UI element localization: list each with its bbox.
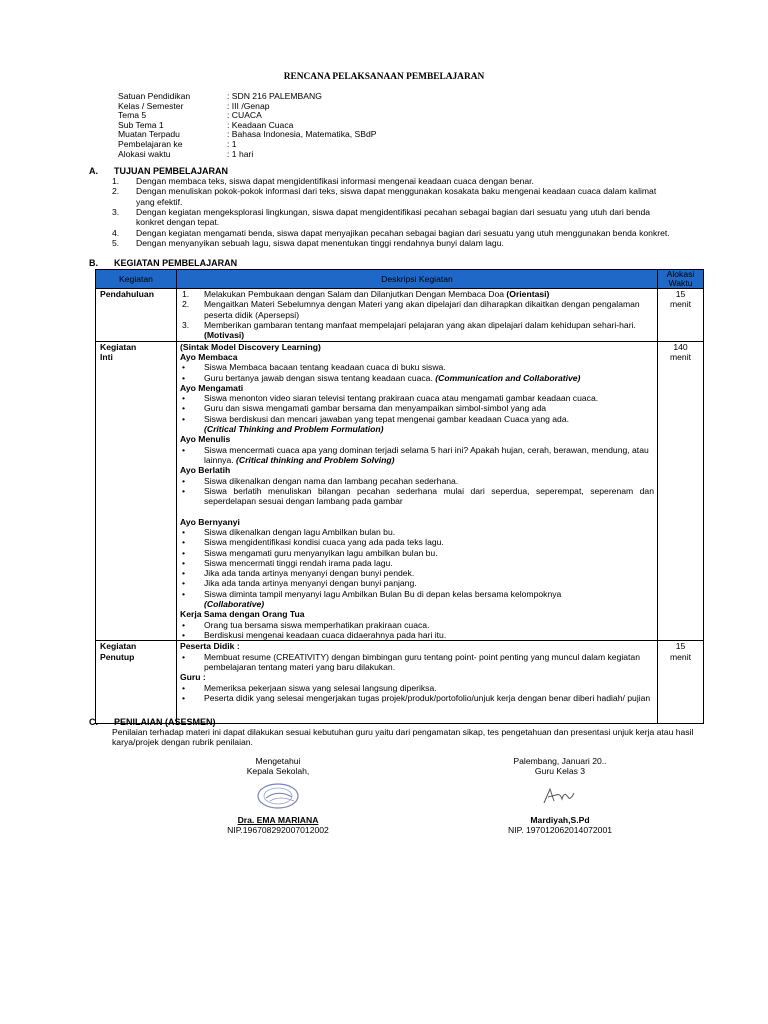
meta-key: Sub Tema 1 <box>118 119 164 130</box>
item-text: Siswa mengidentifikasi kondisi cuaca yang ada pada teks lagu. <box>204 537 444 548</box>
meta-key: Tema 5 <box>118 110 147 121</box>
subsection-heading: Ayo Bernyanyi <box>180 516 240 527</box>
section-number: B. <box>89 258 98 268</box>
item-text: Dengan kegiatan mengeksplorasi lingkungan, siswa dapat mengidentifikasi pecahan sebagai bagian dari sesuatu yang utuh dari benda konkret dengan tepat. <box>136 206 651 228</box>
meta-row <box>118 101 377 111</box>
meta-value: : Bahasa Indonesia, Matematika, SBdP <box>227 129 377 140</box>
list-item <box>112 207 672 228</box>
section-label: PENILAIAN (ASESMEN) <box>114 717 216 727</box>
meta-row <box>118 91 377 101</box>
item-number: 1. <box>112 176 120 186</box>
list-item <box>112 186 672 207</box>
meta-key: Muatan Terpadu <box>118 129 180 140</box>
activity-label-text: Inti <box>100 351 113 362</box>
meta-key: Pembelajaran ke <box>118 138 183 149</box>
meta-row <box>118 120 377 130</box>
sign-line: Mengetahui <box>255 756 301 766</box>
bullet-icon: • <box>182 413 186 424</box>
activity-description <box>177 641 658 724</box>
bullet-icon: • <box>182 485 186 496</box>
item-tag: (Motivasi) <box>204 330 245 341</box>
time-unit: menit <box>669 299 691 310</box>
section-number: C. <box>89 717 98 727</box>
bullet-icon: • <box>182 630 186 641</box>
meta-key: Satuan Pendidikan <box>118 91 191 101</box>
item-text: Siswa mengamati guru menyanyikan lagu ambilkan bulan bu. <box>204 547 438 558</box>
item-text: Berdiskusi mengenai keadaan cuaca didaerahnya pada hari itu. <box>204 630 447 641</box>
identity-block <box>118 91 377 158</box>
list-item <box>180 299 654 320</box>
list-item <box>180 620 654 630</box>
item-number: 1. <box>182 289 190 300</box>
activity-time <box>658 641 704 724</box>
item-text: Siswa berlatih menuliskan bilangan pecahan sederhana mulai dari seperdua, seperempat, seperenam dan seperdelapan sesuai dengan lambang pada gambar <box>204 485 654 507</box>
meta-row <box>118 129 377 139</box>
section-b-heading <box>89 258 237 269</box>
list-item <box>180 362 654 372</box>
header-deskripsi: Deskripsi Kegiatan <box>177 270 658 289</box>
item-text: Guru bertanya jawab dengan siswa tentang keadaan cuaca. <box>204 372 433 383</box>
table-row-pendahuluan <box>96 289 704 342</box>
activity-label <box>96 341 177 641</box>
header-alokasi: Alokasi Waktu <box>658 270 704 289</box>
item-text: Jika ada tanda artinya menyanyi dengan bunyi pendek. <box>204 568 415 579</box>
bullet-icon: • <box>182 475 186 486</box>
activity-label-text: Kegiatan <box>100 341 137 352</box>
bullet-icon: • <box>182 557 186 568</box>
list-item <box>112 238 672 248</box>
sign-role: Guru Kelas 3 <box>534 766 586 777</box>
item-text: Siswa berdiskusi dan mencari jawaban yang tepat mengenai gambar keadaan Cuaca yang ada. <box>204 413 569 424</box>
item-text: Siswa diminta tampil menyanyi lagu Ambilkan Bulan Bu di depan kelas bersama kelompoknya <box>204 588 562 599</box>
spacer <box>180 507 654 517</box>
school-seal-icon <box>248 781 308 811</box>
header-kegiatan: Kegiatan <box>96 270 177 289</box>
bullet-icon: • <box>182 403 186 414</box>
item-text: Dengan menyanyikan sebuah lagu, siswa dapat menentukan tinggi rendahnya bunyi dalam lagu. <box>136 237 504 248</box>
time-unit: menit <box>669 351 691 362</box>
section-label: KEGIATAN PEMBELAJARAN <box>114 258 238 268</box>
signatory-nip: NIP. 197012062014072001 <box>507 825 613 836</box>
signatory-nip: NIP.196708292007012002 <box>227 825 329 836</box>
list-item <box>180 548 654 558</box>
objectives-list <box>112 176 672 248</box>
bullet-icon: • <box>182 578 186 589</box>
list-item <box>180 537 654 547</box>
activity-label-text: Kegiatan <box>100 641 137 652</box>
bullet-icon: • <box>182 537 186 548</box>
item-text: Mengaitkan Materi Sebelumnya dengan Materi yang akan dipelajari dan diharapkan dikaitkan dengan pengalaman peserta didik (Apersepsi) <box>204 299 640 320</box>
activity-label-text: Pendahuluan <box>100 289 154 300</box>
bullet-icon: • <box>182 393 186 404</box>
item-number: 5. <box>112 237 120 248</box>
item-number: 2. <box>112 186 120 197</box>
bullet-icon: • <box>182 682 186 693</box>
list-item <box>180 289 654 299</box>
meta-key: Kelas / Semester <box>118 100 184 111</box>
list-item <box>180 373 654 383</box>
item-text: Dengan menuliskan pokok-pokok informasi dari teks, siswa dapat menggunakan kosakata baku mengenai keadaan cuaca dalam kalimat yang efektif. <box>136 186 657 207</box>
list-item <box>180 568 654 578</box>
item-text: Peserta didik yang selesai mengerjakan tugas projek/produk/portofolio/unjuk kerja dengan benar diberi hadiah/ pujian <box>204 692 651 703</box>
item-text: Membuat resume (CREATIVITY) dengan bimbingan guru tentang point- point penting yang muncul dalam kegiatan pembelajaran tentang materi yang baru dilakukan. <box>204 651 640 672</box>
meta-value: : SDN 216 PALEMBANG <box>227 91 322 101</box>
list-item <box>180 476 654 486</box>
list-item <box>180 693 654 703</box>
list-item <box>112 228 672 238</box>
meta-row <box>118 139 377 149</box>
item-tag: (Collaborative) <box>204 599 265 610</box>
item-text: Dengan membaca teks, siswa dapat mengidentifikasi informasi mengenai keadaan cuaca dengan benar. <box>136 176 534 186</box>
section-number: A. <box>89 166 98 176</box>
list-item <box>180 445 654 466</box>
meta-value: : 1 <box>227 138 237 149</box>
list-item <box>180 652 654 673</box>
signature-scribble-icon <box>530 781 590 811</box>
subsection-heading: Ayo Mengamati <box>180 382 244 393</box>
item-number: 3. <box>182 319 190 330</box>
item-text: Orang tua bersama siswa memperhatikan prakiraan cuaca. <box>204 619 430 630</box>
list-item <box>112 176 672 186</box>
document-title: RENCANA PELAKSANAAN PEMBELAJARAN <box>283 72 485 82</box>
assessment-text: Penilaian terhadap materi ini dapat dilakukan sesuai kebutuhan guru yaitu dari pengamatan sikap, tes pengetahuan dan presentasi unjuk kerja atau hasil karya/projek dengan rubrik penilaian. <box>112 727 694 748</box>
subsection-heading: Ayo Membaca <box>180 351 238 362</box>
time-unit: menit <box>669 651 691 662</box>
item-tag: (Critical thinking and Problem Solving) <box>233 455 395 466</box>
signature-teacher <box>480 756 640 836</box>
subsection-heading: Ayo Menulis <box>180 434 231 445</box>
bullet-icon: • <box>182 588 186 599</box>
list-item <box>180 320 654 341</box>
item-text: Memberikan gambaran tentang manfaat mempelajari pelajaran yang akan dipelajari dalam kehidupan sehari-hari. <box>204 319 636 330</box>
activity-description <box>177 289 658 342</box>
bullet-icon: • <box>182 372 186 383</box>
bullet-icon: • <box>182 619 186 630</box>
subsection-heading: Guru : <box>180 672 206 683</box>
signatory-name: Mardiyah,S.Pd <box>530 814 590 825</box>
list-item <box>180 683 654 693</box>
item-text: Melakukan Pembukaan dengan Salam dan Dilanjutkan Dengan Membaca Doa <box>204 289 505 300</box>
list-item <box>180 630 654 640</box>
list-item <box>180 589 654 610</box>
model-heading: (Sintak Model Discovery Learning) <box>180 341 321 352</box>
table-row-penutup <box>96 641 704 724</box>
signature-principal <box>198 756 358 836</box>
list-item <box>180 486 654 507</box>
meta-value: : III /Genap <box>227 100 270 111</box>
meta-value: : CUACA <box>227 110 262 121</box>
item-text: Jika ada tanda artinya menyanyi dengan bunyi panjang. <box>204 578 417 589</box>
item-tag: (Critical Thinking and Problem Formulation) <box>204 424 384 435</box>
activity-description <box>177 341 658 641</box>
subsection-heading: Ayo Berlatih <box>180 465 231 476</box>
activity-time <box>658 341 704 641</box>
list-item <box>180 578 654 588</box>
signatory-name: Dra. EMA MARIANA <box>237 814 319 825</box>
bullet-icon: • <box>182 568 186 579</box>
sign-role: Kepala Sekolah, <box>246 766 310 777</box>
item-tag: (Orientasi) <box>504 289 550 300</box>
item-text: Siswa dikenalkan dengan lagu Ambilkan bulan bu. <box>204 526 396 537</box>
bullet-icon: • <box>182 444 186 455</box>
subsection-heading: Peserta Didik : <box>180 641 240 652</box>
item-number: 4. <box>112 227 120 238</box>
item-text: Siswa mencermati cuaca apa yang dominan terjadi selama 5 hari ini? Apakah hujan, cerah, berawan, mendung, atau lainnya. <box>204 444 649 466</box>
item-text: Siswa dikenalkan dengan nama dan lambang pecahan sederhana. <box>204 475 459 486</box>
table-header-row <box>96 270 704 289</box>
activities-table <box>95 269 704 724</box>
subsection-heading: Kerja Sama dengan Orang Tua <box>180 609 305 620</box>
item-text: Memeriksa pekerjaan siswa yang selesai langsung diperiksa. <box>204 682 437 693</box>
bullet-icon: • <box>182 547 186 558</box>
activity-label <box>96 641 177 724</box>
item-text: Siswa Membaca bacaan tentang keadaan cuaca di buku siswa. <box>204 362 446 373</box>
meta-row <box>118 149 377 159</box>
list-item <box>180 414 654 435</box>
bullet-icon: • <box>182 526 186 537</box>
meta-row <box>118 110 377 120</box>
list-item <box>180 558 654 568</box>
table-row-inti <box>96 341 704 641</box>
meta-key: Alokasi waktu <box>118 148 171 159</box>
item-text: Dengan kegiatan mengamati benda, siswa dapat menyajikan pecahan sebagai bagian dari sesuatu yang utuh menggunakan benda konkret. <box>136 227 670 238</box>
item-number: 3. <box>112 206 120 217</box>
item-tag: (Communication and Collaborative) <box>432 372 581 383</box>
item-number: 2. <box>182 299 190 310</box>
meta-value: : Keadaan Cuaca <box>227 119 294 130</box>
bullet-icon: • <box>182 651 186 662</box>
time-value: 15 <box>675 641 686 652</box>
activity-label-text: Penutup <box>100 651 135 662</box>
activity-label <box>96 289 177 342</box>
meta-value: : 1 hari <box>227 148 254 159</box>
bullet-icon: • <box>182 362 186 373</box>
list-item <box>180 393 654 403</box>
time-value: 15 <box>675 289 686 300</box>
item-text: Guru dan siswa mengamati gambar bersama dan menyampaikan simbol-simbol yang ada <box>204 403 547 414</box>
item-text: Siswa menonton video siaran televisi tentang prakiraan cuaca atau mengamati gambar keadaan cuaca. <box>204 393 599 404</box>
activity-time <box>658 289 704 342</box>
item-text: Siswa mencermati tinggi rendah irama pada lagu. <box>204 557 393 568</box>
time-value: 140 <box>673 341 688 352</box>
sign-line: Palembang, Januari 20.. <box>513 756 607 766</box>
list-item <box>180 527 654 537</box>
list-item <box>180 403 654 413</box>
bullet-icon: • <box>182 692 186 703</box>
section-label: TUJUAN PEMBELAJARAN <box>114 166 229 176</box>
